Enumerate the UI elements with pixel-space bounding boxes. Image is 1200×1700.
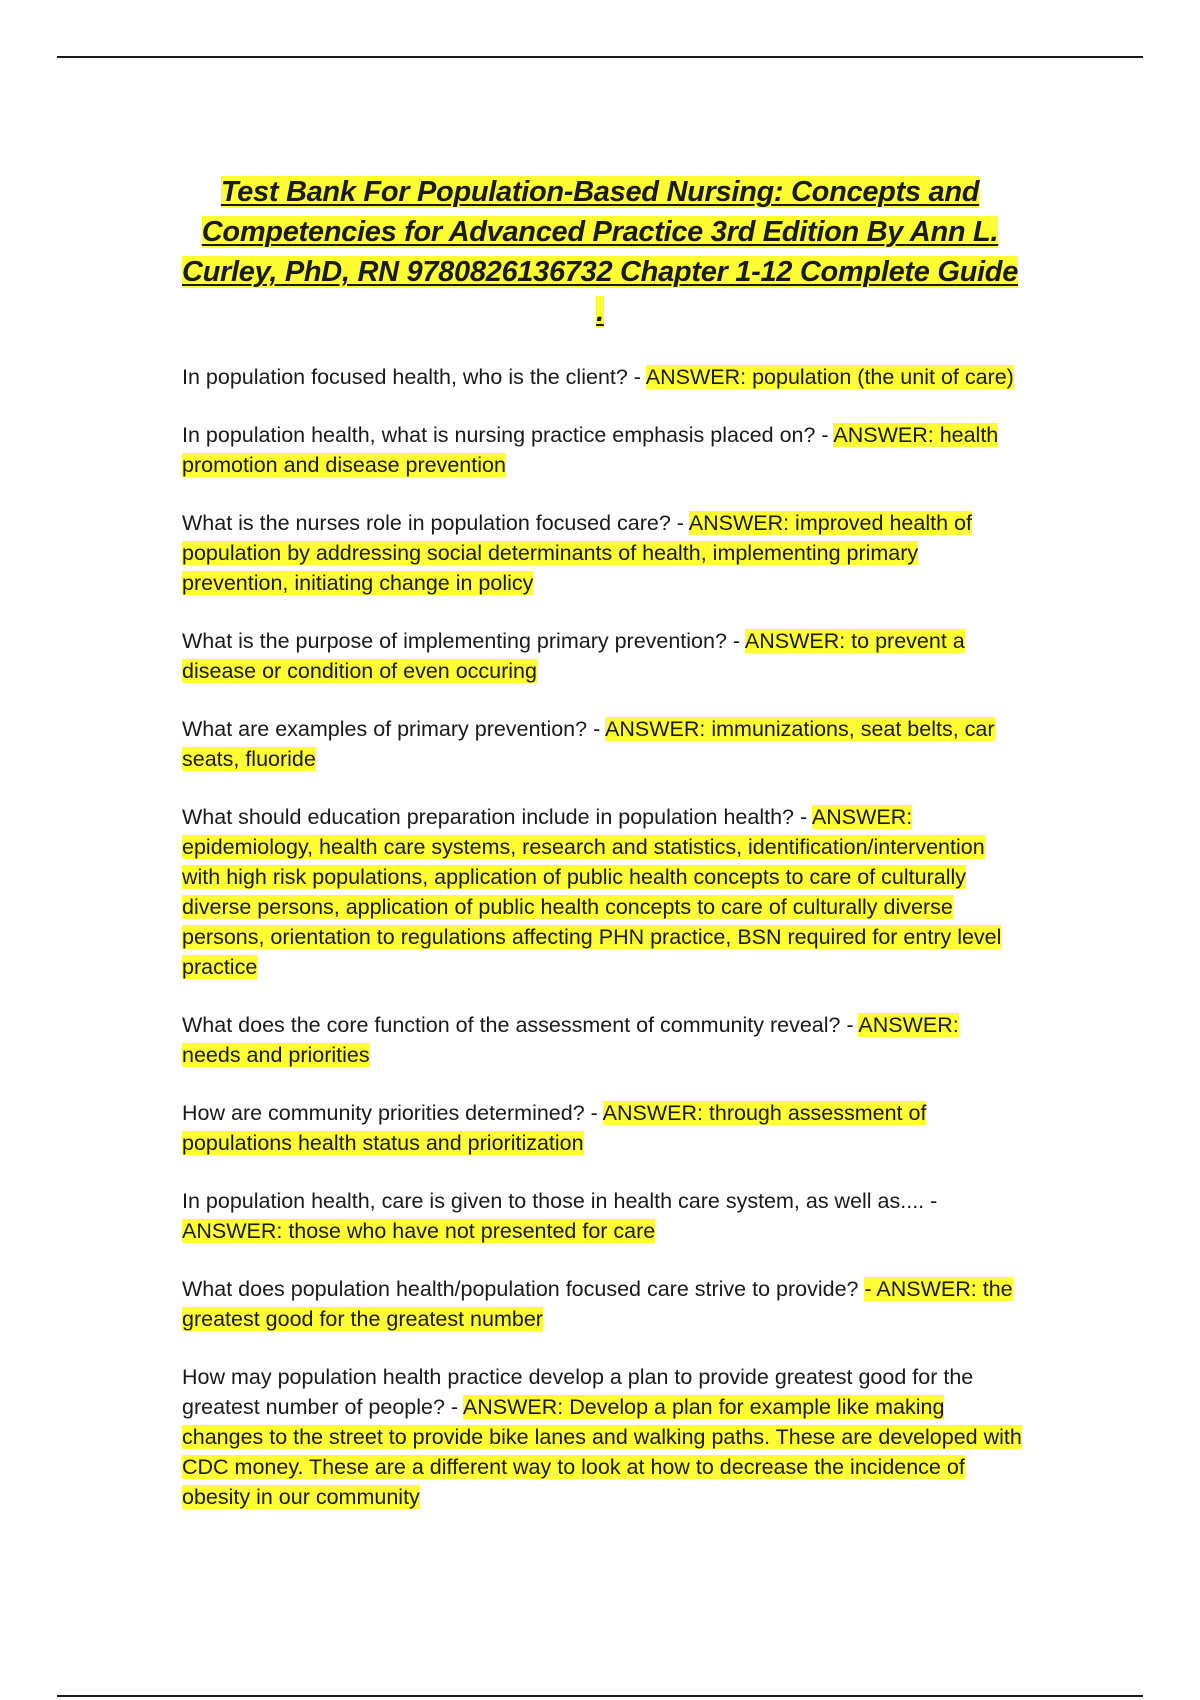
question-text: How may population health practice develop a plan to provide greatest good for the greatest number of people? - [182,1365,974,1419]
qa-item [182,420,1022,480]
qa-list [182,362,1022,1540]
answer-text: ANSWER: epidemiology, health care systems, research and statistics, identification/intervention with high risk populations, application of public health concepts to care of culturally diverse persons, application of public health concepts to care of culturally diverse persons, orientation to regulations affecting PHN practice, BSN required for entry level practice [182,805,1002,979]
qa-item [182,1010,1022,1070]
answer-text: ANSWER: those who have not presented for care [182,1219,656,1243]
question-text: What is the nurses role in population focused care? - [182,511,689,535]
question-text: How are community priorities determined? - [182,1101,603,1125]
document-title-text: Test Bank For Population-Based Nursing: Concepts and Competencies for Advanced Practice 3rd Edition By Ann L. Curley, PhD, RN 9780826136732 Chapter 1-12 Complete Guide . [181,176,1019,328]
question-text: What does population health/population focused care strive to provide? [182,1277,865,1301]
qa-item [182,1274,1022,1334]
qa-item [182,802,1022,982]
question-text: What is the purpose of implementing primary prevention? - [182,629,745,653]
question-text: What does the core function of the assessment of community reveal? - [182,1013,859,1037]
answer-text: ANSWER: improved health of population by addressing social determinants of health, implementing primary prevention, initiating change in policy [182,511,972,595]
bottom-divider [57,1695,1143,1697]
answer-text: ANSWER: to prevent a disease or condition of even occuring [182,629,965,683]
top-divider [57,56,1143,58]
answer-text: ANSWER: through assessment of populations health status and prioritization [182,1101,927,1155]
question-text: What are examples of primary prevention? - [182,717,606,741]
answer-text: ANSWER: needs and priorities [182,1013,959,1067]
qa-item [182,362,1022,392]
qa-item [182,714,1022,774]
answer-text: ANSWER: Develop a plan for example like making changes to the street to provide bike lanes and walking paths. These are developed with CDC money. These are a different way to look at how to decrease the incidence of obesity in our community [182,1395,1022,1509]
qa-item [182,1362,1022,1512]
document-title [180,172,1020,332]
answer-text: ANSWER: health promotion and disease prevention [182,423,999,477]
answer-text: ANSWER: immunizations, seat belts, car seats, fluoride [182,717,995,771]
question-text: In population health, care is given to those in health care system, as well as.... - [182,1189,938,1213]
qa-item [182,1098,1022,1158]
qa-item [182,626,1022,686]
question-text: In population focused health, who is the client? - [182,365,646,389]
qa-item [182,508,1022,598]
answer-text: ANSWER: population (the unit of care) [645,365,1014,389]
qa-item [182,1186,1022,1246]
question-text: What should education preparation include in population health? - [182,805,812,829]
question-text: In population health, what is nursing practice emphasis placed on? - [182,423,834,447]
answer-text: - ANSWER: the greatest good for the greatest number [182,1277,1013,1331]
